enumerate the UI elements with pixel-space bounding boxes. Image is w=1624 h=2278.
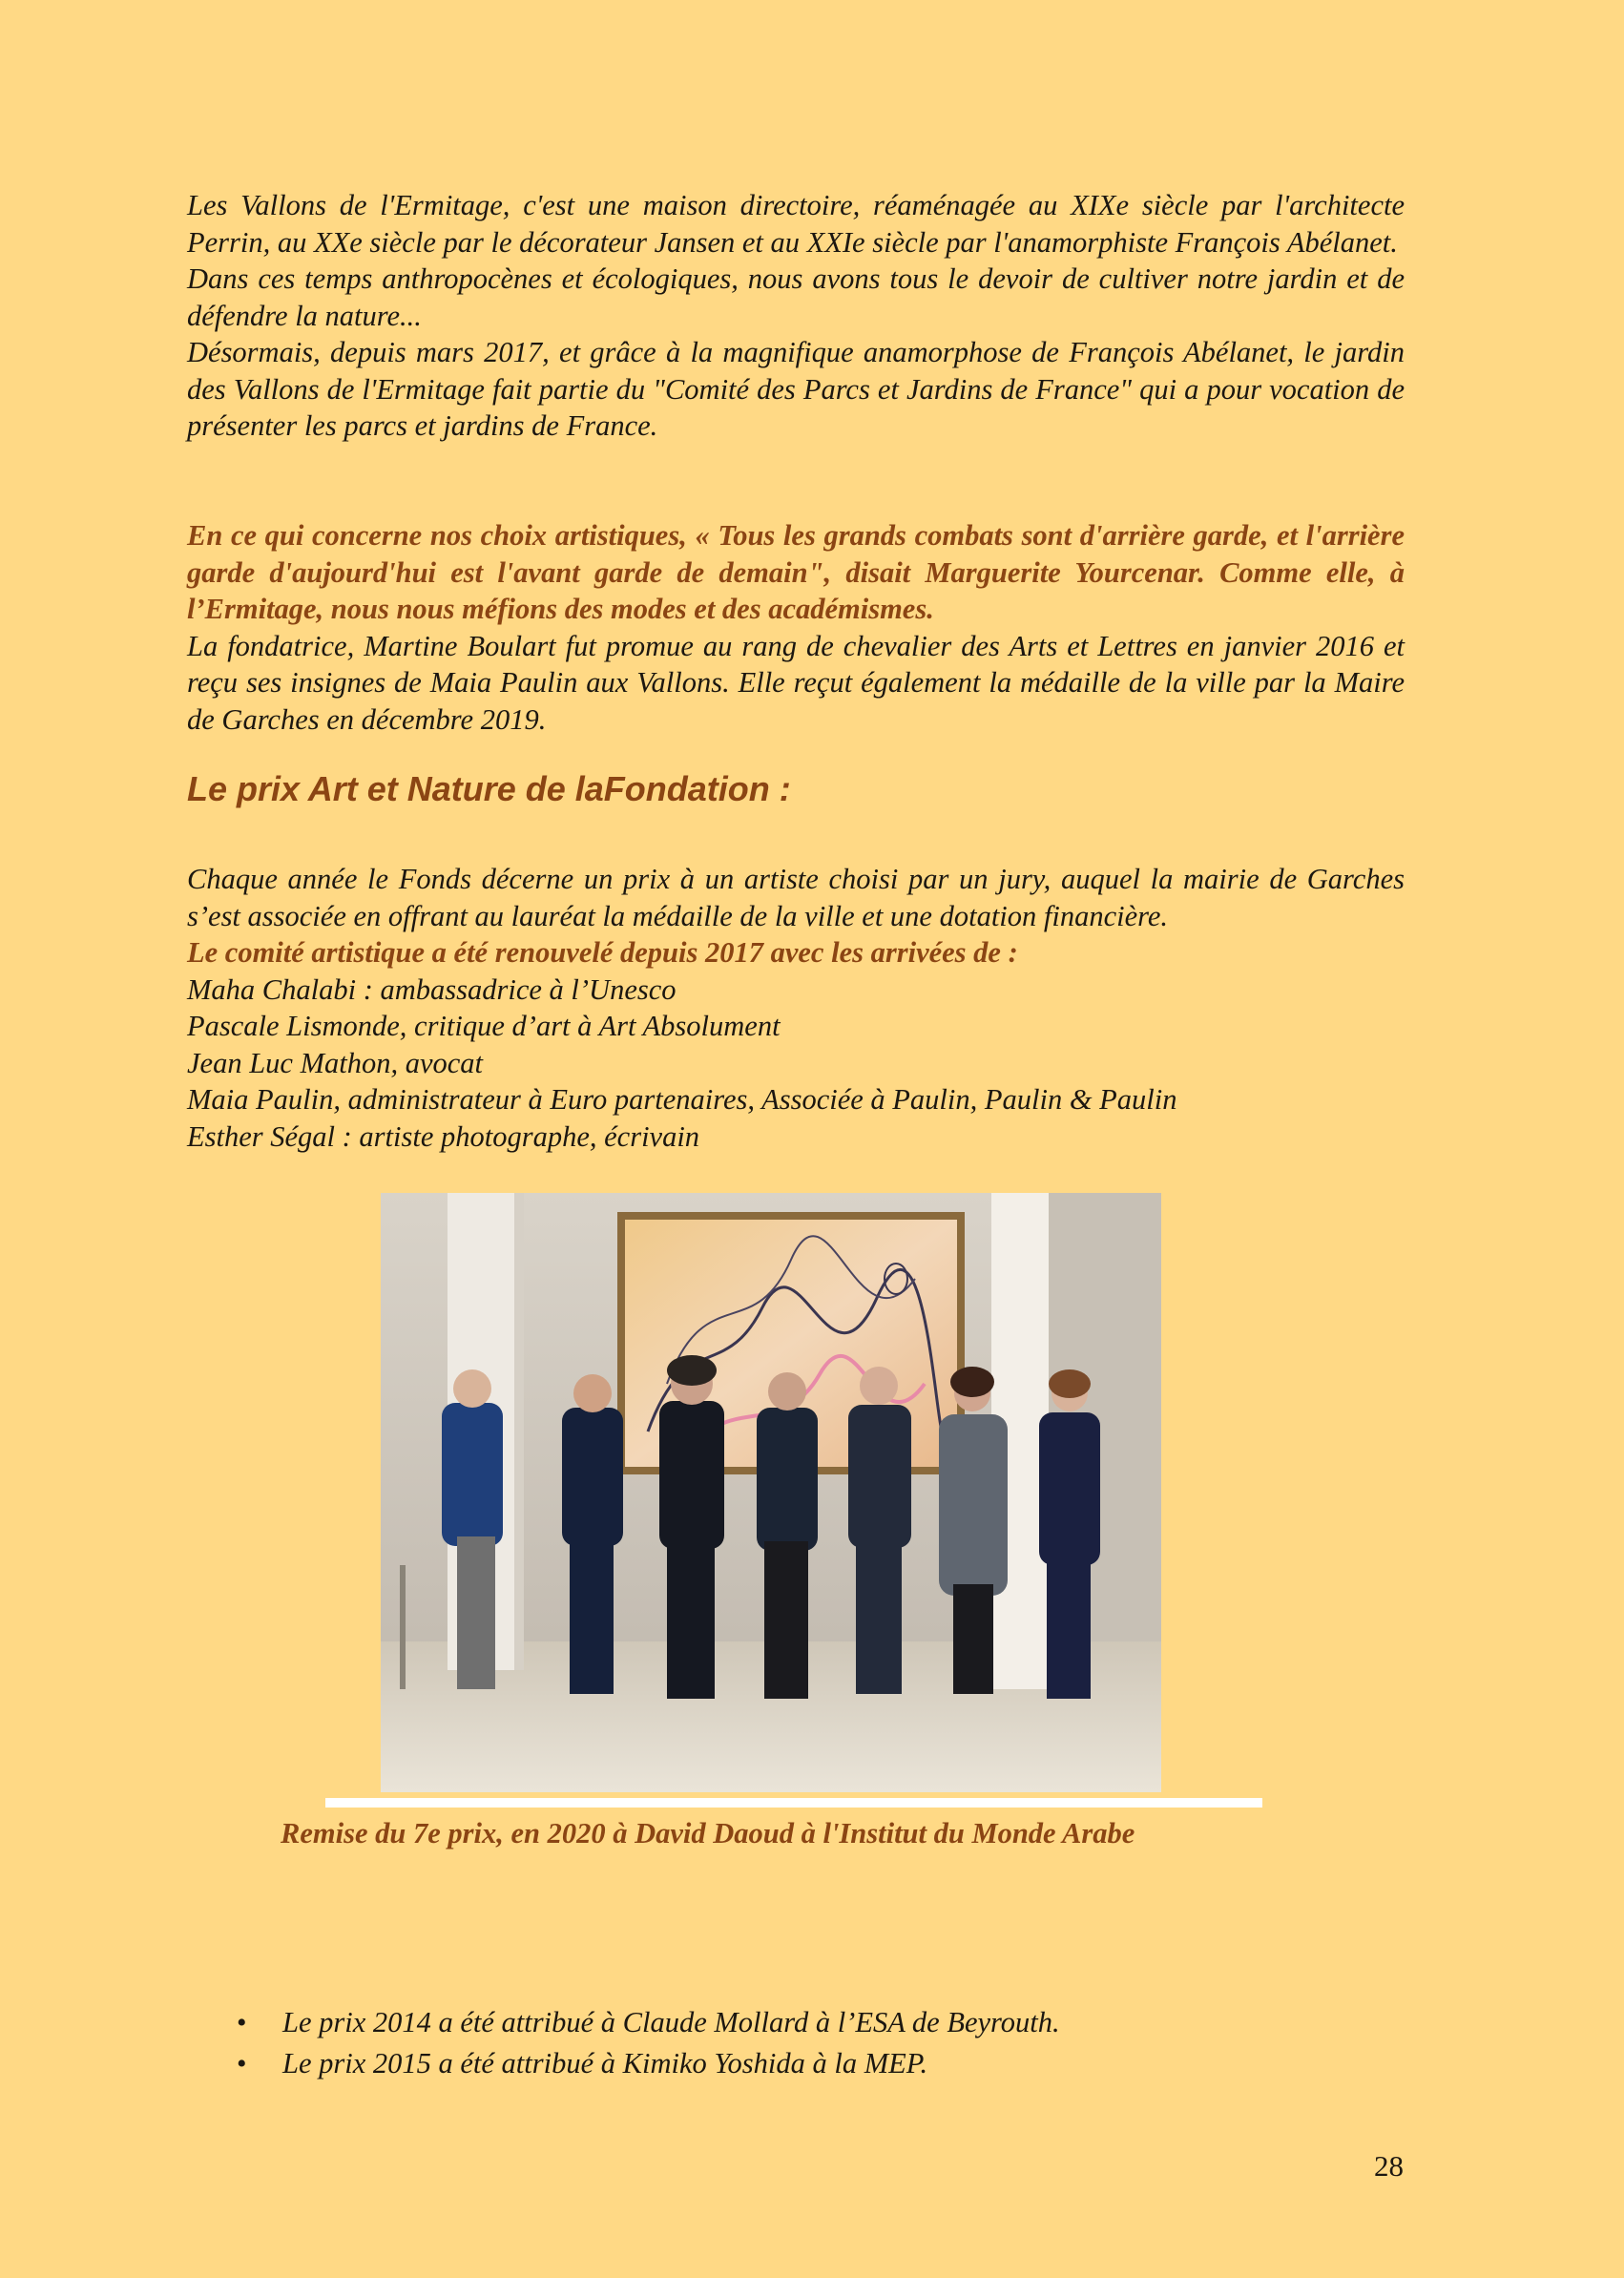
founder-paragraph: La fondatrice, Martine Boulart fut promue au rang de chevalier des Arts et Lettres en janvier 2016 et reçu ses insignes de Maia Paulin aux Vallons. Elle reçut également la médaille de la ville par la Maire de Garches en décembre 2019. [187,629,1405,736]
page-number: 28 [1374,2149,1404,2183]
list-item [237,2043,1060,2084]
committee-member: Jean Luc Mathon, avocat [187,1046,484,1079]
intro-paragraph-1: Les Vallons de l'Ermitage, c'est une maison directoire, réaménagée au XIXe siècle par l'architecte Perrin, au XXe siècle par le décorateur Jansen et au XXIe siècle par l'anamorphiste François Abélanet. [187,189,1405,259]
committee-member: Esther Ségal : artiste photographe, écrivain [187,1119,700,1153]
prize-section [187,861,1405,1155]
prize-description: Chaque année le Fonds décerne un prix à un artiste choisi par un jury, auquel la mairie de Garches s’est associée en offrant au lauréat la médaille de la ville et une dotation financière. [187,863,1405,932]
committee-title: Le comité artistique a été renouvelé depuis 2017 avec les arrivées de : [187,936,1018,969]
intro-paragraph-2: Dans ces temps anthropocènes et écologiques, nous avons tous le devoir de cultiver notre jardin et de défendre la nature... [187,262,1405,332]
intro-paragraph-3: Désormais, depuis mars 2017, et grâce à la magnifique anamorphose de François Abélanet, le jardin des Vallons de l'Ermitage fait partie du "Comité des Parcs et Jardins de France" qui a pour vocation de présenter les parcs et jardins de France. [187,336,1405,442]
list-item-text: Le prix 2015 a été attribué à Kimiko Yoshida à la MEP. [282,2047,928,2079]
prize-history-list [237,2002,1060,2084]
committee-member: Pascale Lismonde, critique d’art à Art Absolument [187,1010,781,1042]
prize-heading: Le prix Art et Nature de laFondation : [187,769,791,808]
photo-underline-divider [325,1798,1262,1808]
list-item-text: Le prix 2014 a été attribué à Claude Mollard à l’ESA de Beyrouth. [282,2006,1060,2038]
intro-section [187,187,1405,445]
committee-member: Maia Paulin, administrateur à Euro partenaires, Associée à Paulin, Paulin & Paulin [187,1083,1177,1116]
photo-caption: Remise du 7e prix, en 2020 à David Daoud à l'Institut du Monde Arabe [281,1817,1135,1850]
committee-member: Maha Chalabi : ambassadrice à l’Unesco [187,972,677,1006]
list-item [237,2002,1060,2043]
bullet-icon: • [237,2007,247,2038]
yourcenar-quote: En ce qui concerne nos choix artistiques, « Tous les grands combats sont d'arrière garde, et l'arrière garde d'aujourd'hui est l'avant garde de demain", disait Marguerite Yourcenar. Comme elle, à l’Ermitage, nous nous méfions des modes et des académismes. [187,519,1405,625]
bullet-icon: • [237,2048,247,2079]
artistic-section [187,517,1405,738]
award-ceremony-photo [381,1193,1161,1792]
